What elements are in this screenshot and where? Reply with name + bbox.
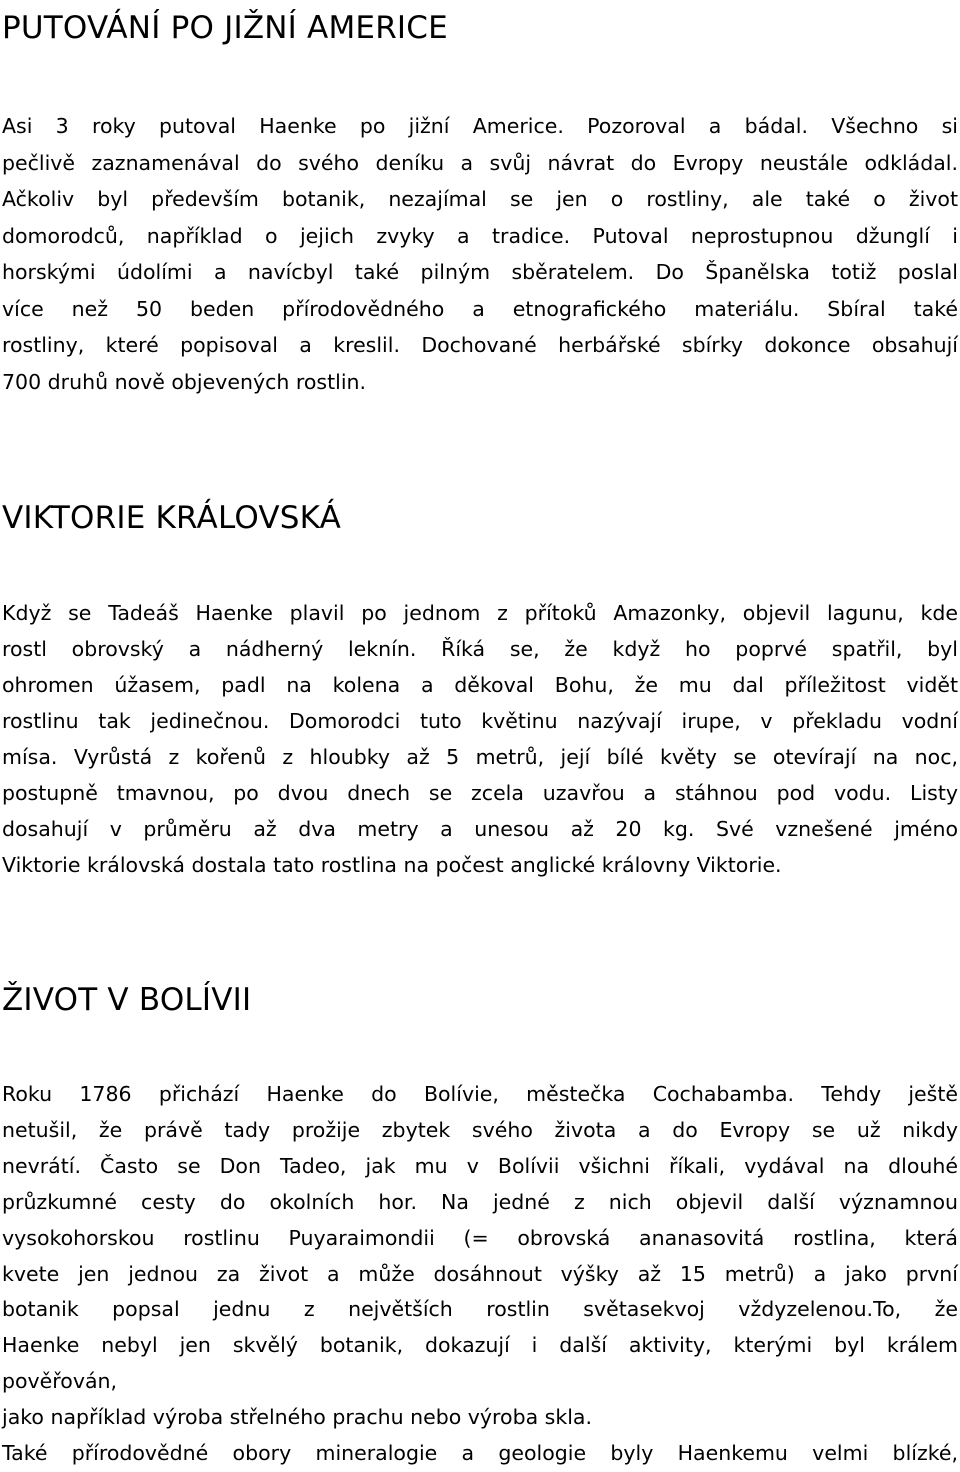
paragraph-line: domorodců, například o jejich zvyky a tradice. Putoval neprostupnou džunglí i [2, 223, 958, 248]
paragraph-line: Viktorie královská dostala tato rostlina na počest anglické královny Viktorie. [2, 853, 782, 877]
section-paragraph-victoria-regia [2, 595, 958, 883]
paragraph-line: Když se Tadeáš Haenke plavil po jednom z přítoků Amazonky, objevil lagunu, kde [2, 601, 958, 625]
paragraph-line: rostlinu tak jedinečnou. Domorodci tuto květinu nazývají irupe, v překladu vodní [2, 709, 958, 733]
paragraph-line: pečlivě zaznamenával do svého deníku a svůj návrat do Evropy neustále odkládal. [2, 150, 958, 175]
paragraph-line: horskými údolími a navícbyl také pilným sběratelem. Do Španělska totiž poslal [2, 260, 958, 284]
paragraph-line: rostliny, které popisoval a kreslil. Dochované herbářské sbírky dokonce obsahují [2, 333, 958, 357]
paragraph-line: jako například výroba střelného prachu nebo výroba skla. [2, 1405, 592, 1430]
paragraph-line: pověřován, [2, 1369, 118, 1394]
paragraph-line: Haenke nebyl jen skvělý botanik, dokazují i další aktivity, kterými byl králem [2, 1333, 958, 1358]
paragraph-line: 700 druhů nově objevených rostlin. [2, 369, 367, 394]
paragraph-line: vysokohorskou rostlinu Puyaraimondii (= obrovská ananasovitá rostlina, která [2, 1225, 958, 1250]
paragraph-line: netušil, že právě tady prožije zbytek svého života a do Evropy se už nikdy [2, 1117, 958, 1142]
paragraph-line: dosahují v průměru až dva metry a unesou až 20 kg. Své vznešené jméno [2, 817, 958, 841]
section-heading-south-america: PUTOVÁNÍ PO JIŽNÍ AMERICE [2, 10, 448, 46]
paragraph-line: botanik popsal jednu z největších rostlin světasekvoj vždyzelenou.To, že [2, 1297, 958, 1322]
paragraph-line: více než 50 beden přírodovědného a etnografického materiálu. Sbíral také [2, 296, 958, 321]
paragraph-line: postupně tmavnou, po dvou dnech se zcela uzavřou a stáhnou pod vodu. Listy [2, 781, 958, 805]
paragraph-line: kvete jen jednou za život a může dosáhnout výšky až 15 metrů) a jako první [2, 1261, 958, 1286]
paragraph-line: ohromen úžasem, padl na kolena a děkoval Bohu, že mu dal příležitost vidět [2, 673, 958, 697]
paragraph-line: průzkumné cesty do okolních hor. Na jedné z nich objevil další významnou [2, 1189, 958, 1214]
paragraph-line: Ačkoliv byl především botanik, nezajímal se jen o rostliny, ale také o život [2, 187, 958, 211]
section-paragraph-life-in-bolivia [2, 1077, 958, 1472]
section-heading-life-in-bolivia: ŽIVOT V BOLÍVII [2, 982, 252, 1018]
paragraph-line: Roku 1786 přichází Haenke do Bolívie, městečka Cochabamba. Tehdy ještě [2, 1082, 958, 1106]
paragraph-line: Také přírodovědné obory mineralogie a geologie byly Haenkemu velmi blízké, [2, 1441, 958, 1466]
paragraph-line: mísa. Vyrůstá z kořenů z hloubky až 5 metrů, její bílé květy se otevírají na noc, [2, 745, 958, 769]
paragraph-line: Asi 3 roky putoval Haenke po jižní Americe. Pozoroval a bádal. Všechno si [2, 114, 958, 138]
section-paragraph-south-america [2, 108, 958, 400]
section-heading-victoria-regia: VIKTORIE KRÁLOVSKÁ [2, 500, 342, 536]
paragraph-line: nevrátí. Často se Don Tadeo, jak mu v Bolívii všichni říkali, vydával na dlouhé [2, 1153, 958, 1178]
paragraph-line: rostl obrovský a nádherný leknín. Říká se, že když ho poprvé spatřil, byl [2, 637, 958, 661]
